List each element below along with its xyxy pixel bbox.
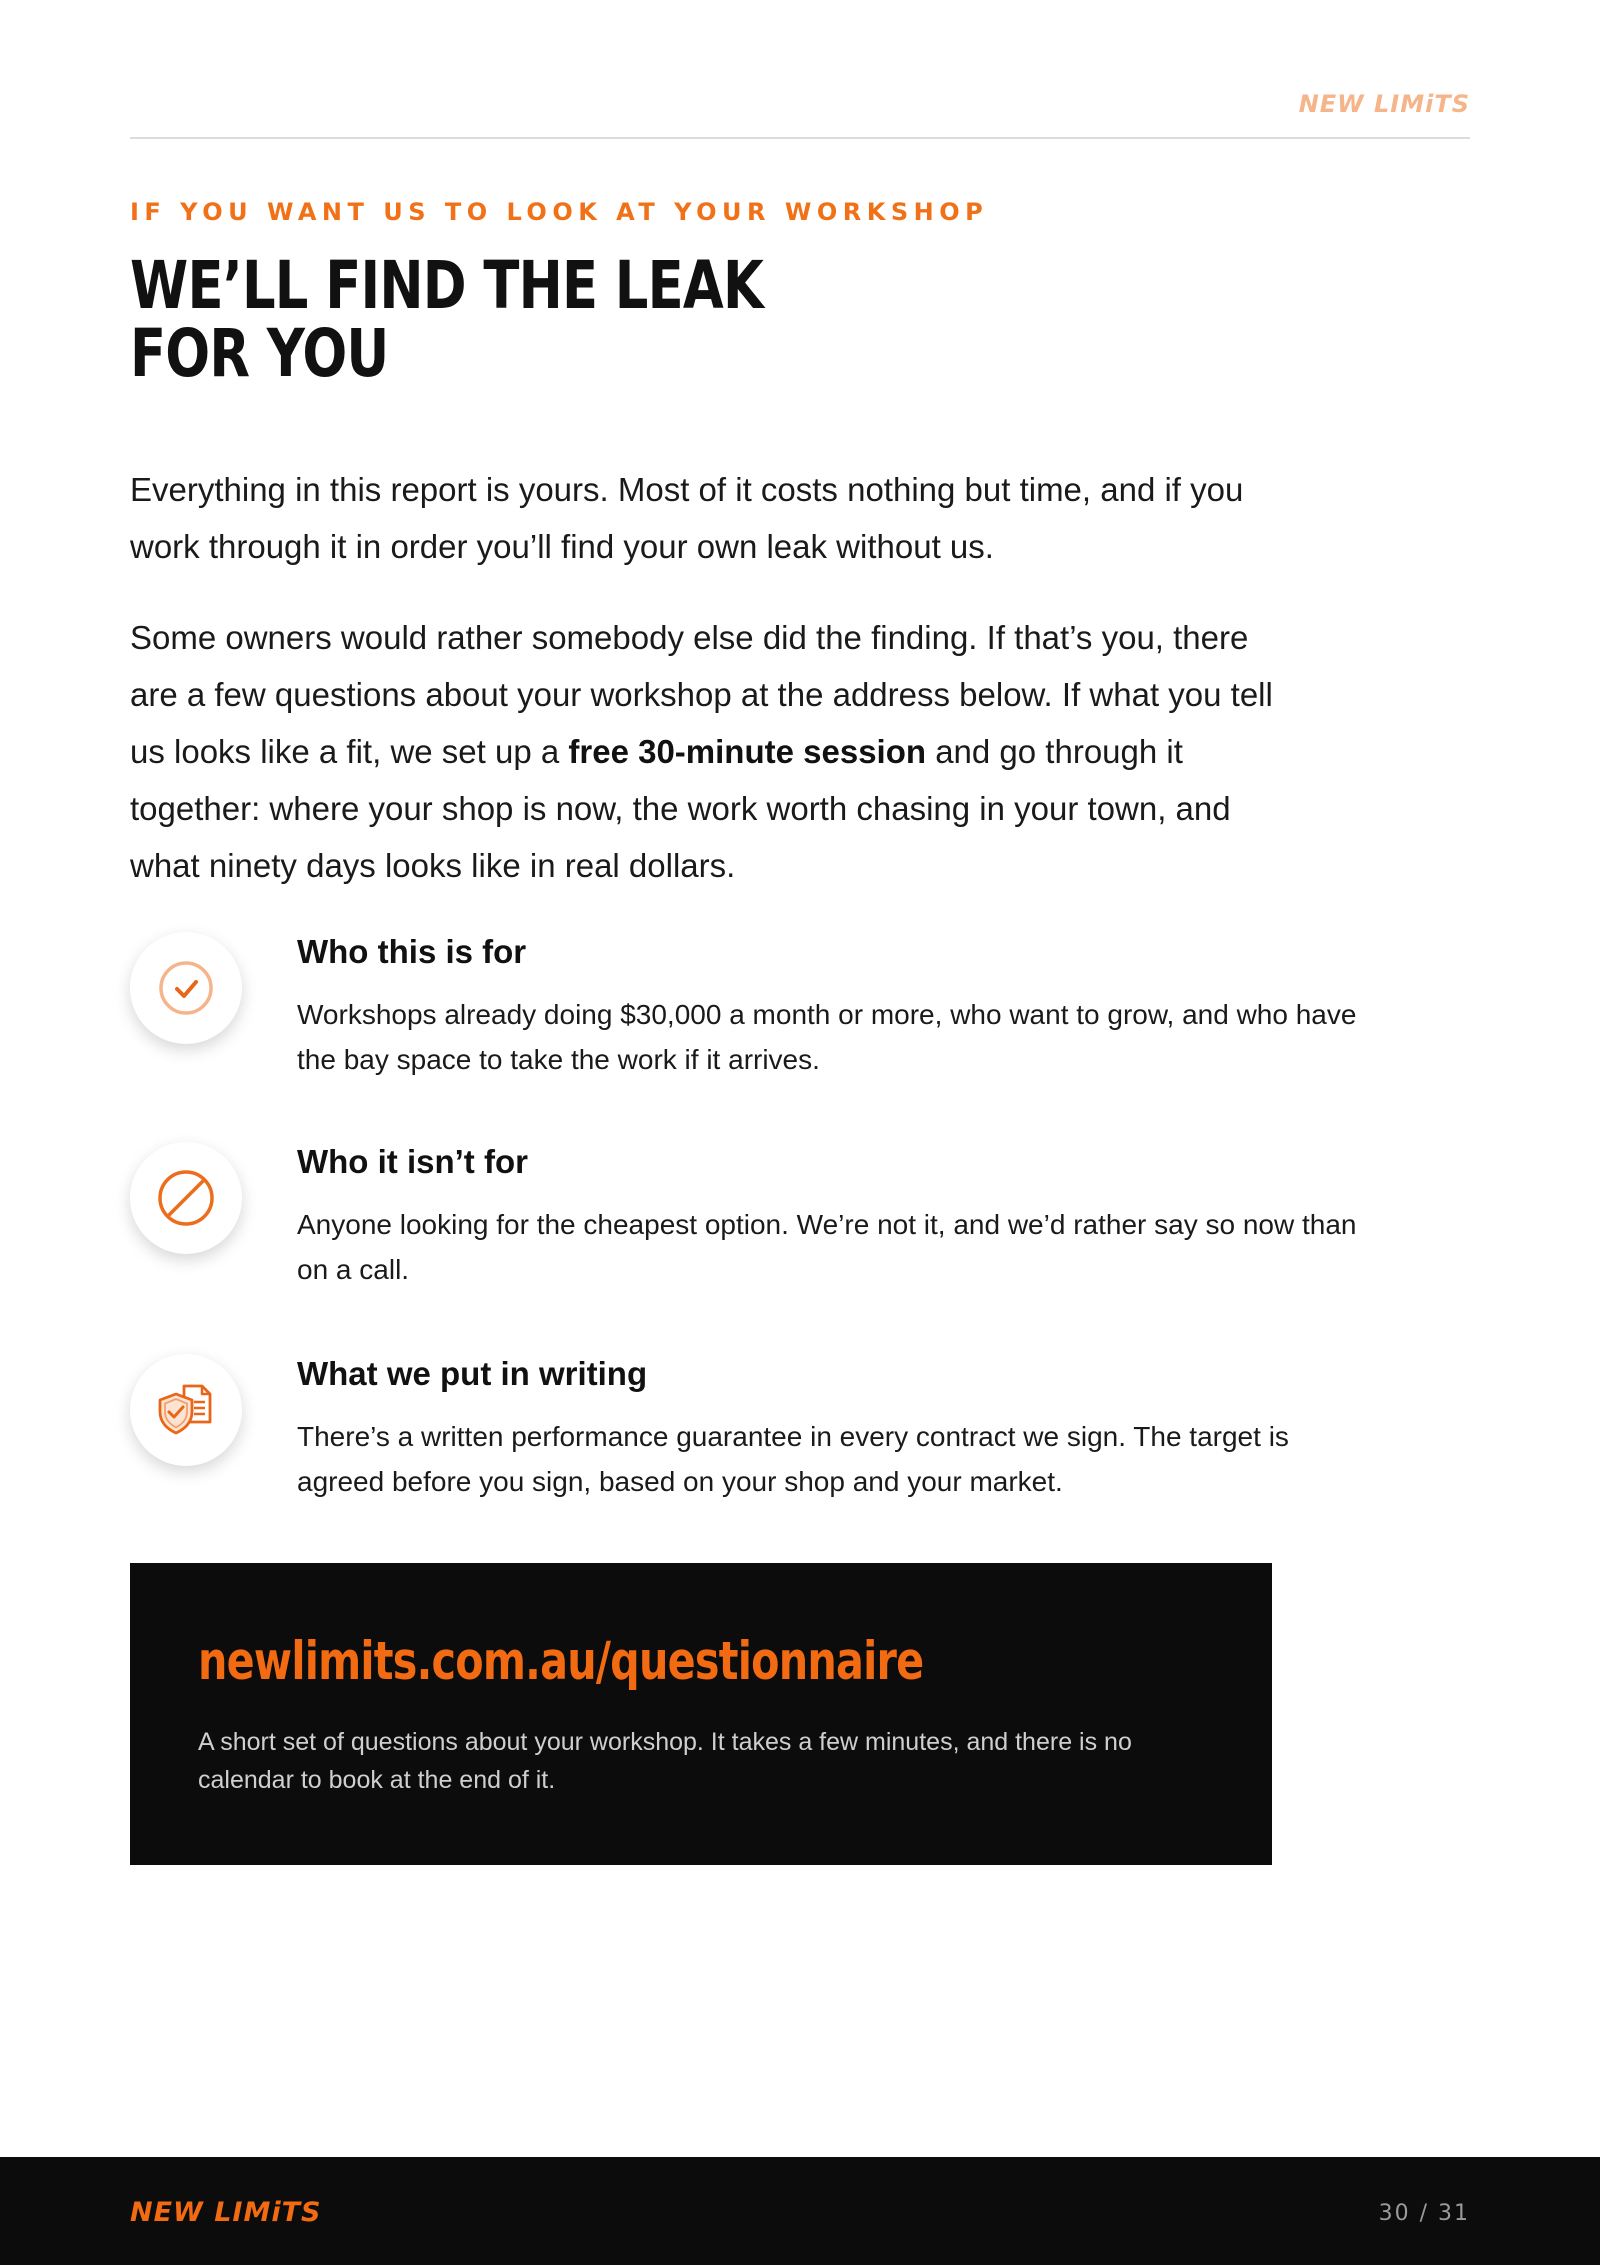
page-number: 30 / 31 (1378, 2201, 1470, 2226)
headline-line-2: FOR YOU (130, 315, 389, 392)
section-eyebrow: IF YOU WANT US TO LOOK AT YOUR WORKSHOP (130, 198, 989, 226)
header-brand-logo: NEW LIMiTS (1298, 90, 1470, 118)
intro-paragraph-2 (130, 609, 1290, 894)
page-footer (0, 2157, 1600, 2265)
questionnaire-callout (130, 1563, 1272, 1865)
page-headline (130, 247, 764, 392)
feature-title: Who it isn’t for (297, 1143, 528, 1180)
header-divider (130, 137, 1470, 139)
intro-paragraph-2-start: Some owners would rather somebody else did the finding. If that’s you, there are a few questions about your workshop at the address below. If what you tell us looks like a fit, we set up a (130, 619, 1273, 770)
footer-brand-logo: NEW LIMiTS (130, 2197, 322, 2228)
intro-paragraph-1: Everything in this report is yours. Most of it costs nothing but time, and if you work through it in order you’ll find your own leak without us. (130, 471, 1244, 565)
feature-who-not-for (130, 1142, 1357, 1292)
prohibited-icon (130, 1142, 242, 1254)
free-session-highlight: free 30-minute session (568, 733, 927, 770)
questionnaire-note: A short set of questions about your workshop. It takes a few minutes, and there is no calendar to book at the end of it. (198, 1728, 1132, 1794)
check-circle-icon (130, 932, 242, 1044)
feature-description: Anyone looking for the cheapest option. We’re not it, and we’d rather say so now than on a call. (297, 1209, 1357, 1285)
headline-line-1: WE’LL FIND THE LEAK (130, 247, 764, 324)
feature-description: There’s a written performance guarantee in every contract we sign. The target is agreed before you sign, based on your shop and your market. (297, 1421, 1289, 1497)
feature-title: What we put in writing (297, 1355, 648, 1392)
shield-document-icon (130, 1354, 242, 1466)
feature-who-for (130, 932, 1357, 1082)
feature-in-writing (130, 1354, 1350, 1504)
questionnaire-url-link[interactable]: newlimits.com.au/questionnaire (198, 1631, 924, 1692)
feature-title: Who this is for (297, 933, 527, 970)
intro-paragraph-2-end: and go through it together: where your shop is now, the work worth chasing in your town, and what ninety days looks like in real dollars. (130, 733, 1231, 884)
feature-description: Workshops already doing $30,000 a month or more, who want to grow, and who have the bay space to take the work if it arrives. (297, 999, 1357, 1075)
